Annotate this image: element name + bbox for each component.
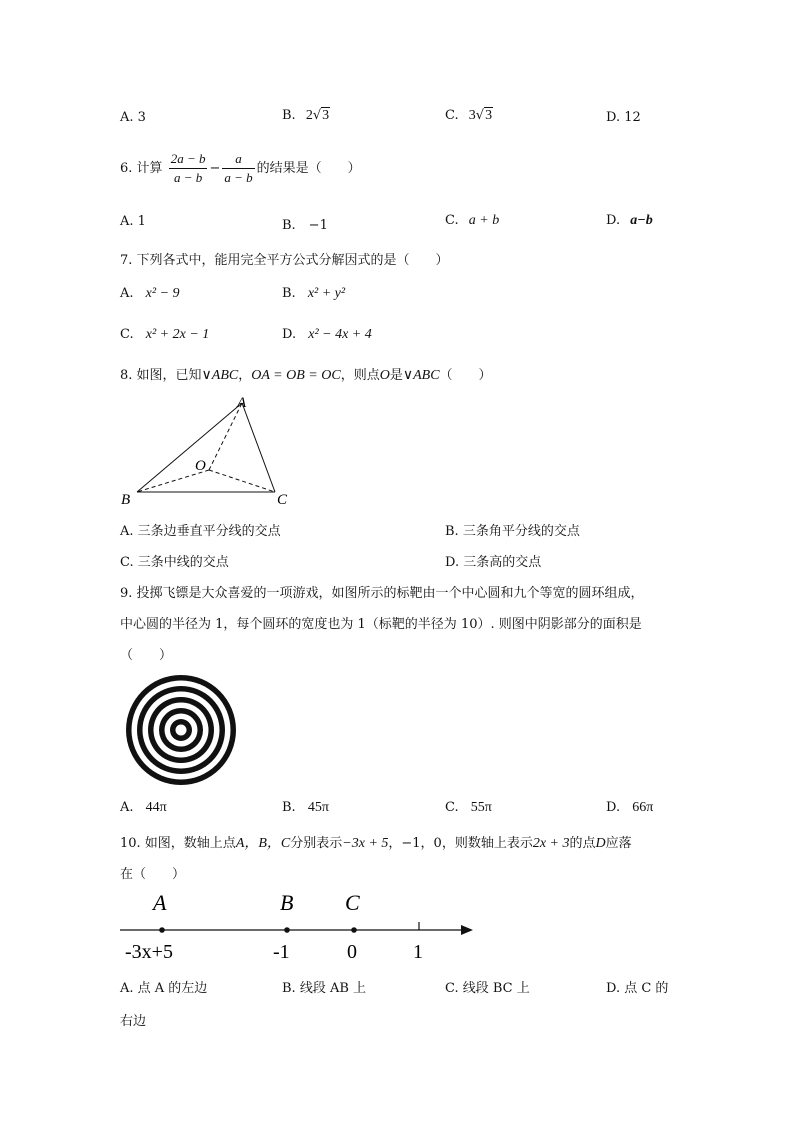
q10-prefix: 10. 如图，数轴上点 [120, 836, 236, 851]
q8-option-a: A. 三条边垂直平分线的交点 [120, 524, 281, 539]
q8-tail: （ ） [439, 368, 492, 383]
q10-option-a: A. 点 A 的左边 [120, 981, 208, 996]
q8-is: 是 [389, 368, 403, 383]
point-label-a: A [153, 890, 167, 915]
q9-option-b-value: 45π [307, 800, 329, 815]
q7-option-d-expr: x² − 4x + 4 [308, 327, 372, 342]
q7-option-a [120, 286, 180, 302]
q5-option-a: A. 3 [120, 110, 146, 125]
q10-option-c: C. 线段 BC 上 [445, 981, 530, 996]
target-figure [125, 674, 237, 786]
q7-stem: 7. 下列各式中，能用完全平方公式分解因式的是（ ） [120, 253, 449, 268]
q6-option-a: A. 1 [120, 214, 146, 229]
q7-option-d [282, 327, 372, 343]
vertex-label-b: B [121, 492, 131, 508]
q10-points: A，B，C [235, 836, 291, 851]
q6-frac2-numerator: a [222, 150, 254, 169]
q10-expr-2: 2x + 3 [532, 836, 570, 851]
vertex-label-o: O [195, 458, 206, 474]
q5-option-b-radicand: 3 [322, 108, 330, 123]
q5-option-b-label: B. [282, 108, 296, 123]
q6-prefix: 6. 计算 [120, 161, 163, 176]
q5-option-d: D. 12 [606, 110, 641, 125]
q9-option-d-value: 66π [632, 800, 654, 815]
q9-stem-line-3: （ ） [120, 648, 173, 663]
q10-option-d-continued: 右边 [120, 1014, 147, 1029]
q6-option-c-label: C. [445, 213, 459, 228]
q7-option-c-expr: x² + 2x − 1 [145, 327, 210, 342]
number-line-figure [115, 885, 480, 965]
q8-mid: ，则点 [340, 368, 380, 383]
q8-option-d: D. 三条高的交点 [445, 555, 542, 570]
q7-option-b-expr: x² + y² [307, 286, 346, 301]
point-a-dot [159, 927, 165, 933]
q7-option-d-label: D. [282, 327, 297, 342]
q9-option-a-value: 44π [145, 800, 167, 815]
target-center [176, 725, 187, 736]
q7-option-b [282, 286, 345, 302]
vertex-label-c: C [277, 492, 288, 508]
q9-option-b-label: B. [282, 800, 296, 815]
q10-values: ，−1，0，则数轴上表示 [388, 836, 533, 851]
point-label-b: B [280, 890, 294, 915]
q10-option-b: B. 线段 AB 上 [282, 981, 367, 996]
point-c-dot [351, 927, 357, 933]
q6-suffix: 的结果是（ ） [256, 161, 361, 176]
segment-oc [209, 470, 275, 492]
tick-label-c: 0 [347, 941, 357, 963]
q7-option-a-label: A. [120, 286, 134, 301]
q5-option-b-coef: 2 [305, 108, 313, 123]
q6-minus: − [209, 161, 221, 176]
q7-option-c-label: C. [120, 327, 134, 342]
q7-option-b-label: B. [282, 286, 296, 301]
q6-option-b: B. −1 [282, 218, 328, 233]
q8-stem [120, 364, 492, 384]
q8-equation: OA = OB = OC [251, 368, 341, 383]
q8-triangle-figure [115, 390, 305, 510]
q5-option-c-radicand: 3 [485, 108, 493, 123]
q9-option-a [120, 800, 167, 816]
q6-frac1-denominator: a − b [173, 170, 203, 185]
q5-option-c-coef: 3 [468, 108, 476, 123]
edge-ab [137, 403, 242, 492]
sqrt-icon: √ [475, 108, 485, 123]
q6-option-c [445, 213, 499, 229]
q10-expr-1: −3x + 5 [342, 836, 389, 851]
q5-option-c-label: C. [445, 108, 459, 123]
q6-fraction-2 [222, 150, 254, 187]
q5-option-b [282, 108, 330, 124]
q10-mid: 分别表示 [290, 836, 343, 851]
q9-option-d [606, 800, 653, 816]
q7-option-c [120, 327, 209, 343]
q8-option-c: C. 三条中线的交点 [120, 555, 229, 570]
q10-tail: 的点 [569, 836, 596, 851]
sqrt-icon: √ [312, 108, 322, 123]
q6-option-d [606, 213, 653, 229]
point-b-dot [284, 927, 290, 933]
point-label-c: C [345, 890, 360, 915]
q6-frac2-denominator: a − b [224, 170, 253, 185]
q9-option-a-label: A. [120, 800, 134, 815]
q9-option-c [445, 800, 492, 816]
tick-label-one: 1 [413, 941, 423, 963]
q5-option-c [445, 108, 493, 124]
q9-option-c-label: C. [445, 800, 459, 815]
q6-option-c-expr: a + b [468, 213, 500, 228]
tick-label-b: -1 [273, 941, 290, 963]
q9-option-b [282, 800, 329, 816]
q8-triangle-1: ∨ABC [201, 368, 239, 383]
q6-stem [120, 150, 361, 187]
q9-option-c-value: 55π [470, 800, 492, 815]
q10-stem-line-1 [120, 832, 632, 852]
q6-fraction-1 [169, 150, 208, 187]
q9-option-d-label: D. [606, 800, 621, 815]
q6-option-d-label: D. [606, 213, 621, 228]
edge-ac [242, 403, 275, 492]
q8-prefix: 8. 如图，已知 [120, 368, 202, 383]
q10-option-d: D. 点 C 的 [606, 981, 669, 996]
q8-comma: ， [238, 368, 252, 383]
q8-triangle-2: ∨ABC [402, 368, 440, 383]
vertex-label-a: A [237, 395, 247, 411]
q6-option-d-expr: a−b [630, 213, 653, 228]
q7-option-a-expr: x² − 9 [145, 286, 180, 301]
q8-point: O [379, 368, 390, 383]
q8-option-b: B. 三条角平分线的交点 [445, 524, 580, 539]
q9-stem-line-2: 中心圆的半径为 1，每个圆环的宽度也为 1（标靶的半径为 10）. 则图中阴影部分的面积是 [120, 617, 642, 632]
q10-point-d: D [595, 836, 606, 851]
q9-stem-line-1: 9. 投掷飞镖是大众喜爱的一项游戏，如图所示的标靶由一个中心圆和九个等宽的圆环组成， [120, 586, 644, 601]
tick-label-a: -3x+5 [125, 941, 173, 963]
arrow-right-icon [461, 925, 473, 935]
q10-end: 应落 [605, 836, 632, 851]
segment-oa [209, 403, 242, 470]
q6-frac1-numerator: 2a − b [169, 150, 208, 169]
q10-stem-line-2: 在（ ） [120, 867, 186, 882]
